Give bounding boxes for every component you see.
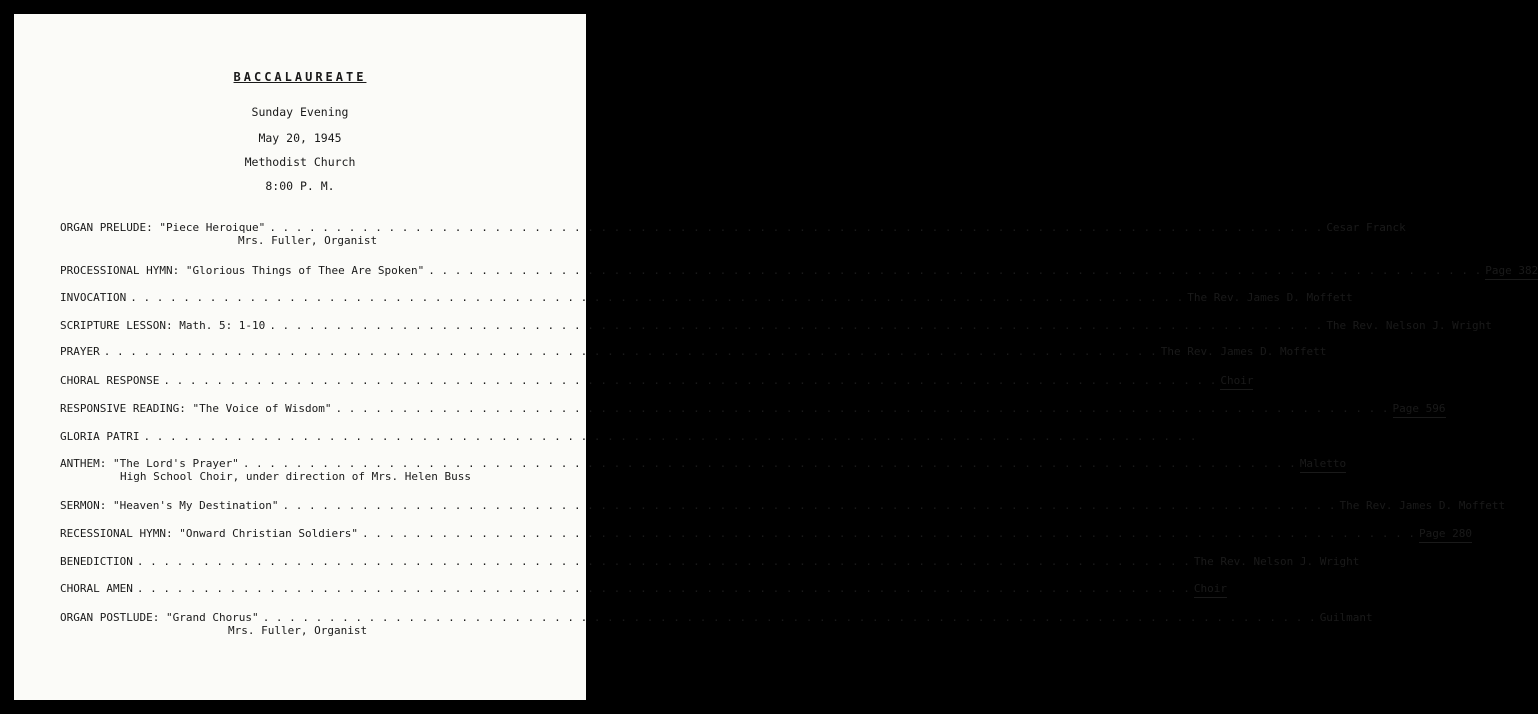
program-page — [14, 14, 1538, 700]
program-item — [60, 291, 1353, 305]
program-item — [60, 527, 1472, 543]
program-item-right: Page 382 — [1485, 264, 1538, 280]
program-item-right: The Rev. Nelson J. Wright — [1193, 555, 1360, 568]
program-item-right: Page 280 — [1419, 527, 1472, 543]
program-item-label: PROCESSIONAL HYMN: "Glorious Things of Thee Are Spoken" — [60, 264, 425, 277]
program-item-label: RESPONSIVE READING: "The Voice of Wisdom" — [60, 402, 332, 415]
leader-dots: . . . . . . . . . . . . . . . . . . . . . . . . . . . . . . . . . . . . . . . . . . . . . . . . . . . . . . . . . . . . . . . . . . . . . . . . . . . . . . . . — [335, 402, 1389, 415]
leader-dots: . . . . . . . . . . . . . . . . . . . . . . . . . . . . . . . . . . . . . . . . . . . . . . . . . . . . . . . . . . . . . . . . . . . . . . . . . . . . . . . . — [143, 430, 1197, 443]
postlude-subline: Mrs. Fuller, Organist — [228, 624, 368, 637]
program-item — [60, 402, 1446, 418]
header-date: May 20, 1945 — [258, 131, 342, 145]
program-item-label: RECESSIONAL HYMN: "Onward Christian Soldiers" — [60, 527, 359, 540]
program-item-label: PRAYER — [60, 345, 100, 358]
prelude-subline: Mrs. Fuller, Organist — [238, 234, 378, 247]
program-item — [60, 430, 1197, 444]
program-item-right: The Rev. Nelson J. Wright — [1326, 319, 1492, 332]
leader-dots: . . . . . . . . . . . . . . . . . . . . . . . . . . . . . . . . . . . . . . . . . . . . . . . . . . . . . . . . . . . . . . . . . . . . . . . . . . . . . . . . — [163, 374, 1217, 387]
program-title: BACCALAUREATE — [233, 70, 367, 84]
program-item-right: Page 596 — [1393, 402, 1446, 418]
program-item — [60, 345, 1327, 359]
leader-dots: . . . . . . . . . . . . . . . . . . . . . . . . . . . . . . . . . . . . . . . . . . . . . . . . . . . . . . . . . . . . . . . . . . . . . . . . . . . . . . . . — [262, 611, 1316, 624]
program-item — [60, 221, 1406, 235]
program-item-right: Maletto — [1300, 457, 1346, 473]
program-item — [60, 374, 1254, 390]
program-item-right: Choir — [1194, 582, 1227, 598]
program-item-label: BENEDICTION — [60, 555, 133, 568]
leader-dots: . . . . . . . . . . . . . . . . . . . . . . . . . . . . . . . . . . . . . . . . . . . . . . . . . . . . . . . . . . . . . . . . . . . . . . . . . . . . . . . . — [282, 499, 1336, 512]
program-item — [60, 264, 1538, 280]
program-item-right: The Rev. James D. Moffett — [1339, 499, 1506, 512]
program-item — [60, 611, 1373, 625]
program-item-right: Choir — [1220, 374, 1253, 390]
program-item-right: Cesar Franck — [1326, 221, 1406, 234]
header-line: Sunday Evening — [251, 105, 349, 119]
leader-dots: . . . . . . . . . . . . . . . . . . . . . . . . . . . . . . . . . . . . . . . . . . . . . . . . . . . . . . . . . . . . . . . . . . . . . . . . . . . . . . . . — [362, 527, 1416, 540]
program-item-label: GLORIA PATRI — [60, 430, 140, 443]
program-item-label: ORGAN POSTLUDE: "Grand Chorus" — [60, 611, 259, 624]
program-item-label: CHORAL RESPONSE — [60, 374, 160, 387]
header-time: 8:00 P. M. — [265, 179, 335, 193]
program-item-label: ANTHEM: "The Lord's Prayer" — [60, 457, 239, 470]
program-item — [60, 555, 1360, 569]
program-item-right: Guilmant — [1319, 611, 1373, 624]
leader-dots: . . . . . . . . . . . . . . . . . . . . . . . . . . . . . . . . . . . . . . . . . . . . . . . . . . . . . . . . . . . . . . . . . . . . . . . . . . . . . . . . — [242, 457, 1296, 470]
program-item-label: CHORAL AMEN — [60, 582, 133, 595]
program-item-label: ORGAN PRELUDE: "Piece Heroique" — [60, 221, 266, 234]
program-item-right: The Rev. James D. Moffett — [1187, 291, 1353, 304]
program-item-label: SCRIPTURE LESSON: Math. 5: 1-10 — [60, 319, 266, 332]
leader-dots: . . . . . . . . . . . . . . . . . . . . . . . . . . . . . . . . . . . . . . . . . . . . . . . . . . . . . . . . . . . . . . . . . . . . . . . . . . . . . . . . — [136, 582, 1190, 595]
program-item-label: SERMON: "Heaven's My Destination" — [60, 499, 279, 512]
leader-dots: . . . . . . . . . . . . . . . . . . . . . . . . . . . . . . . . . . . . . . . . . . . . . . . . . . . . . . . . . . . . . . . . . . . . . . . . . . . . . . . . — [136, 555, 1190, 568]
program-item — [60, 582, 1227, 598]
program-item — [60, 319, 1492, 333]
leader-dots: . . . . . . . . . . . . . . . . . . . . . . . . . . . . . . . . . . . . . . . . . . . . . . . . . . . . . . . . . . . . . . . . . . . . . . . . . . . . . . . . — [428, 264, 1482, 277]
program-item-right: The Rev. James D. Moffett — [1160, 345, 1327, 358]
leader-dots: . . . . . . . . . . . . . . . . . . . . . . . . . . . . . . . . . . . . . . . . . . . . . . . . . . . . . . . . . . . . . . . . . . . . . . . . . . . . . . . . — [130, 291, 1184, 304]
anthem-subline: High School Choir, under direction of Mrs. Helen Buss — [120, 470, 471, 483]
program-item-label: INVOCATION — [60, 291, 127, 304]
leader-dots: . . . . . . . . . . . . . . . . . . . . . . . . . . . . . . . . . . . . . . . . . . . . . . . . . . . . . . . . . . . . . . . . . . . . . . . . . . . . . . . . — [103, 345, 1157, 358]
header-venue: Methodist Church — [244, 155, 356, 169]
program-item — [60, 499, 1506, 513]
leader-dots: . . . . . . . . . . . . . . . . . . . . . . . . . . . . . . . . . . . . . . . . . . . . . . . . . . . . . . . . . . . . . . . . . . . . . . . . . . . . . . . . — [269, 319, 1323, 332]
leader-dots: . . . . . . . . . . . . . . . . . . . . . . . . . . . . . . . . . . . . . . . . . . . . . . . . . . . . . . . . . . . . . . . . . . . . . . . . . . . . . . . . — [269, 221, 1323, 234]
